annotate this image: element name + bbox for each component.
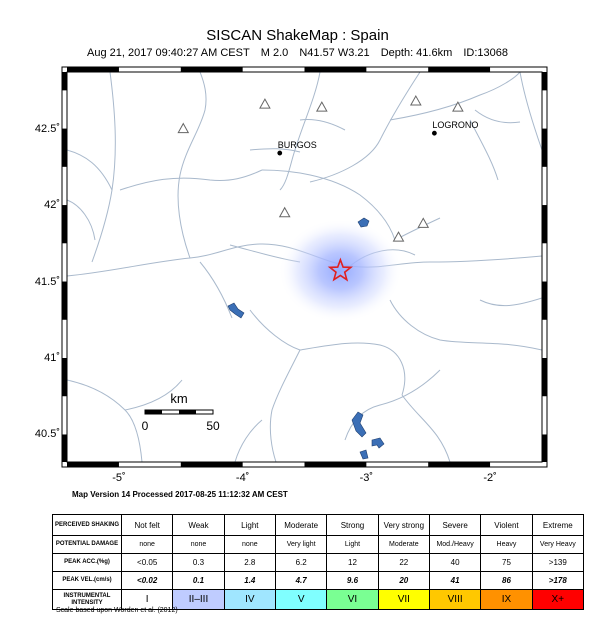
legend-damage-cell: none [224,536,275,554]
legend-damage-cell: none [173,536,224,554]
legend-perceived-cell: Extreme [532,515,583,536]
city-label: BURGOS [277,140,317,151]
longitude-label: -2˚ [483,472,497,484]
legend-intensity-cell: I [122,590,173,610]
legend-vel-cell: 41 [429,572,480,590]
event-location: N41.57 W3.21 [299,47,370,59]
legend-perceived-cell: Strong [327,515,378,536]
legend-acc-cell: 2.8 [224,554,275,572]
legend-damage-cell: Very light [275,536,326,554]
scale-bar-unit: km [170,391,188,406]
scale-reference: Scale based upon Worden et al. (2012) [56,607,178,614]
map-version: Map Version 14 Processed 2017-08-25 11:12:32 AM CEST [72,490,288,499]
legend-perceived-cell: Not felt [122,515,173,536]
event-id: ID:13068 [463,47,508,59]
legend-damage-cell: Heavy [481,536,532,554]
legend-vel-cell: 86 [481,572,532,590]
peak-acc-row [53,554,584,572]
legend-perceived-cell: Violent [481,515,532,536]
legend-intensity-cell: X+ [532,590,583,610]
perceived-shaking-row [53,515,584,536]
instrumental-intensity-header: INSTRUMENTAL INTENSITY [53,590,122,610]
legend-damage-cell: none [122,536,173,554]
legend-perceived-cell: Weak [173,515,224,536]
legend-perceived-cell: Light [224,515,275,536]
latitude-label: 42.5˚ [34,122,60,135]
event-datetime: Aug 21, 2017 09:40:27 AM CEST [87,47,250,59]
city-label: LOGRONO [432,120,479,131]
city-dot [277,151,282,156]
latitude-label: 41.5˚ [34,275,60,288]
legend-acc-cell: 12 [327,554,378,572]
legend-vel-cell: 20 [378,572,429,590]
peak-vel-header: PEAK VEL.(cm/s) [53,572,122,590]
potential-damage-row [53,536,584,554]
legend-vel-cell: 9.6 [327,572,378,590]
event-magnitude: M 2.0 [260,47,289,59]
latitude-label: 42˚ [44,199,60,212]
legend-vel-cell: 1.4 [224,572,275,590]
event-depth: Depth: 41.6km [380,47,453,59]
legend-intensity-cell: V [275,590,326,610]
legend-acc-cell: 0.3 [173,554,224,572]
latitude-label: 40.5˚ [34,428,60,441]
legend-acc-cell: 6.2 [275,554,326,572]
city-dot [432,131,437,136]
longitude-label: -4˚ [235,472,250,484]
legend-vel-cell: <0.02 [122,572,173,590]
scale-bar-end: 50 [206,419,220,433]
legend-intensity-cell: IX [481,590,532,610]
intensity-legend [52,514,584,610]
legend-perceived-cell: Severe [429,515,480,536]
longitude-label: -3˚ [359,472,374,484]
legend-damage-cell: Moderate [378,536,429,554]
peak-acc-header: PEAK ACC.(%g) [53,554,122,572]
perceived-shaking-header: PERCEIVED SHAKING [53,515,122,536]
legend-perceived-cell: Moderate [275,515,326,536]
legend-vel-cell: 4.7 [275,572,326,590]
shaking-intensity-area [278,219,402,323]
peak-vel-row [53,572,584,590]
legend-acc-cell: 40 [429,554,480,572]
legend-intensity-cell: VIII [429,590,480,610]
legend-acc-cell: 22 [378,554,429,572]
legend-acc-cell: >139 [532,554,583,572]
latitude-label: 41˚ [44,352,60,364]
legend-intensity-cell: II–III [173,590,224,610]
legend-vel-cell: 0.1 [173,572,224,590]
scale-bar-start: 0 [141,419,149,433]
legend-intensity-cell: VII [378,590,429,610]
legend-acc-cell: <0.05 [122,554,173,572]
map-title: SISCAN ShakeMap : Spain [206,27,389,44]
legend-intensity-cell: VI [327,590,378,610]
legend-damage-cell: Mod./Heavy [429,536,480,554]
longitude-label: -5˚ [112,472,126,484]
legend-vel-cell: >178 [532,572,583,590]
legend-damage-cell: Very Heavy [532,536,583,554]
legend-acc-cell: 75 [481,554,532,572]
legend-perceived-cell: Very strong [378,515,429,536]
legend-damage-cell: Light [327,536,378,554]
legend-intensity-cell: IV [224,590,275,610]
potential-damage-header: POTENTIAL DAMAGE [53,536,122,554]
